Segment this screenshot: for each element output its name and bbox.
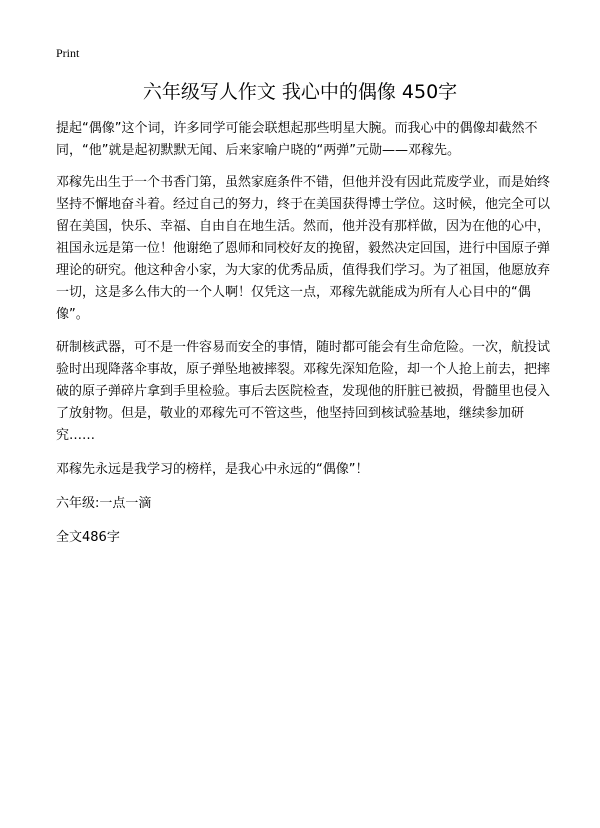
paragraph-conclusion: 邓稼先永远是我学习的榜样，是我心中永远的“偶像”！ (56, 462, 369, 477)
print-link[interactable]: Print (56, 46, 80, 60)
page-title: 六年级写人作文 我心中的偶像 450字 (142, 81, 458, 103)
word-count: 全文486字 (56, 530, 120, 545)
paragraph-background: 邓稼先出生于一个书香门第，虽然家庭条件不错，但他并没有因此荒废学业，而是始终坚持不懈地奋斗着。经过自己的努力，终于在美国获得博士学位。这时候，他完全可以留在美国，快乐、幸福、自由自在地生活。然而，他并没有那样做，因为在他的心中，祖国永远是第一位！他谢绝了恩师和同校好友的挽留，毅然决定回国，进行中国原子弹理论的研究。他这种舍小家，为大家的优秀品质，值得我们学习。为了祖国，他愿放弃一切，这是多么伟大的一个人啊！仅凭这一点，邓稼先就能成为所有人心目中的“偶像”。 (56, 175, 551, 322)
article-body (56, 118, 550, 563)
article-category: 六年级:一点一滴 (56, 496, 152, 511)
paragraph-intro: 提起“偶像”这个词，许多同学可能会联想起那些明星大腕。而我心中的偶像却截然不同，“他”就是起初默默无闻、后来家喻户晓的“两弹”元勋——邓稼先。 (56, 121, 538, 158)
paragraph-research: 研制核武器，可不是一件容易而安全的事情，随时都可能会有生命危险。一次，航投试验时出现降落伞事故，原子弹坠地被摔裂。邓稼先深知危险，却一个人抢上前去，把摔破的原子弹碎片拿到手里检验。事后去医院检查，发现他的肝脏已被损，骨髓里也侵入了放射物。但是，敬业的邓稼先可不管这些，他坚持回到核试验基地，继续参加研究…… (56, 340, 551, 443)
